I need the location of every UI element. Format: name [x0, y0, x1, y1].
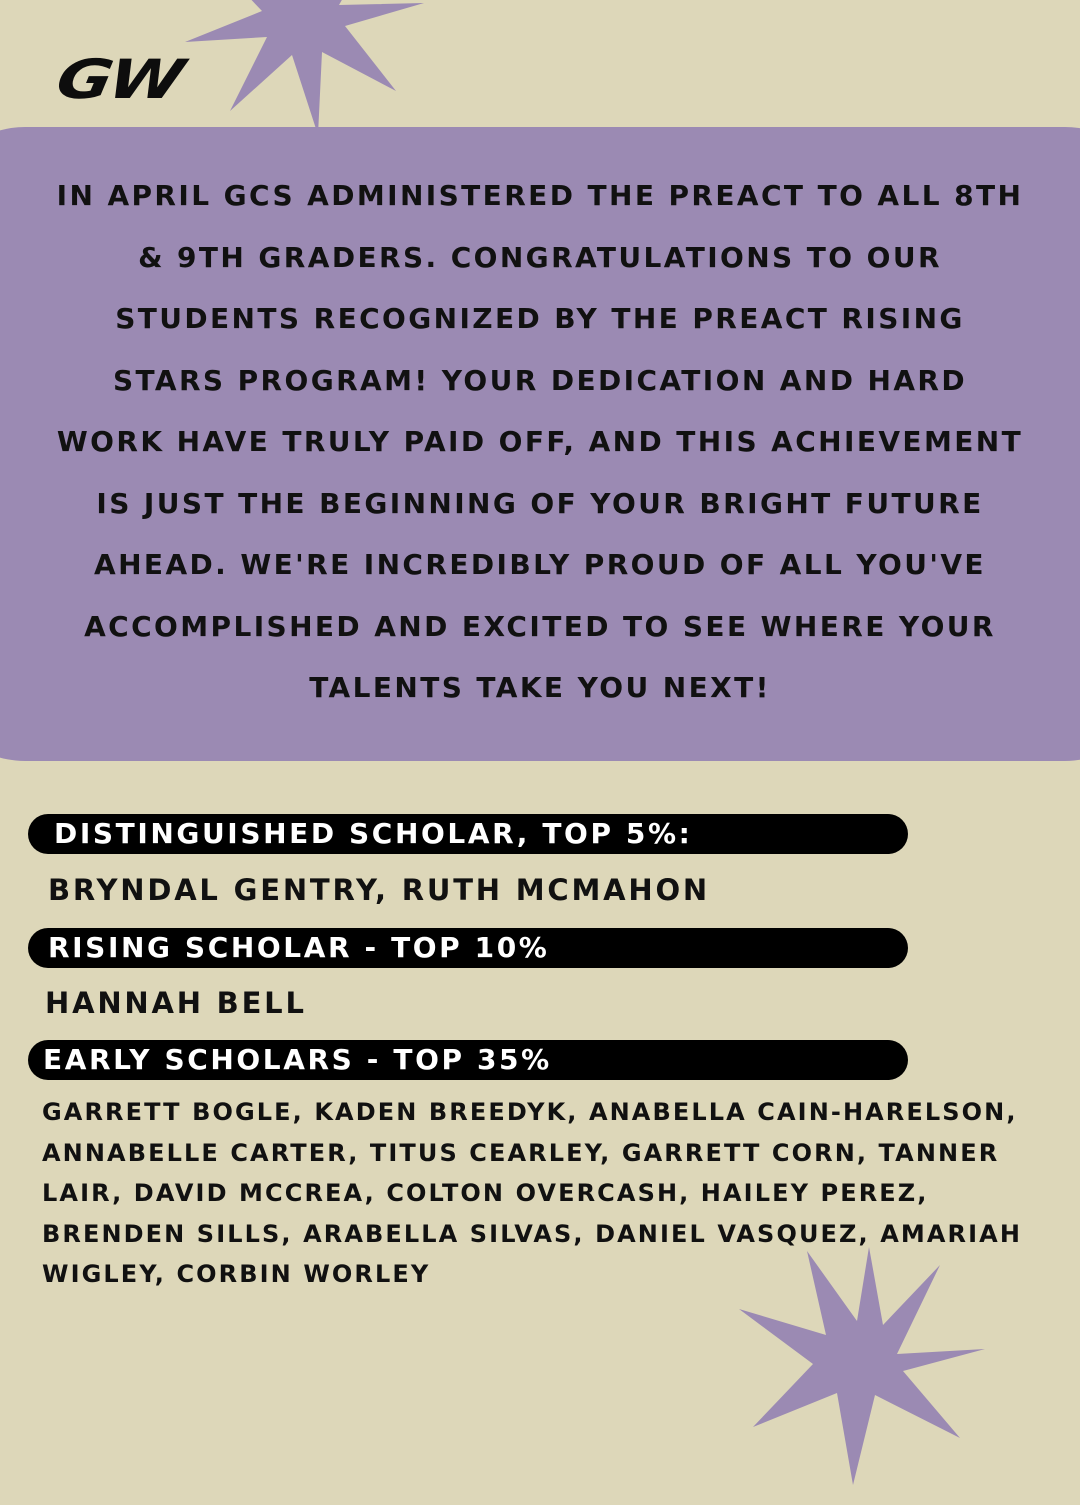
gw-logo: GW	[51, 48, 186, 111]
starburst-icon	[170, 0, 430, 140]
category-header-distinguished: DISTINGUISHED SCHOLAR, TOP 5%:	[28, 814, 908, 854]
starburst-icon	[735, 1245, 995, 1505]
intro-text: IN APRIL GCS ADMINISTERED THE PREACT TO ALL 8TH & 9TH GRADERS. CONGRATULATIONS TO OUR STUDENTS RECOGNIZED BY THE PREACT RISING STARS PROGRAM! YOUR DEDICATION AND HARD WORK HAVE TRULY PAID OFF, AND THIS ACHIEVEMENT IS JUST THE BEGINNING OF YOUR BRIGHT FUTURE AHEAD. WE'RE INCREDIBLY PROUD OF ALL YOU'VE ACCOMPLISHED AND EXCITED TO SEE WHERE YOUR TALENTS TAKE YOU NEXT!	[56, 179, 1024, 704]
category-header-rising: RISING SCHOLAR - TOP 10%	[28, 928, 908, 968]
names-rising: HANNAH BELL	[45, 986, 307, 1020]
names-distinguished: BRYNDAL GENTRY, RUTH MCMAHON	[48, 873, 710, 907]
category-header-early: EARLY SCHOLARS - TOP 35%	[28, 1040, 908, 1080]
names-early: GARRETT BOGLE, KADEN BREEDYK, ANABELLA CAIN-HARELSON, ANNABELLE CARTER, TITUS CEARLEY, GARRETT CORN, TANNER LAIR, DAVID MCCREA, COLTON OVERCASH, HAILEY PEREZ, BRENDEN SILLS, ARABELLA SILVAS, DANIEL VASQUEZ, AMARIAH WIGLEY, CORBIN WORLEY	[42, 1098, 1023, 1288]
